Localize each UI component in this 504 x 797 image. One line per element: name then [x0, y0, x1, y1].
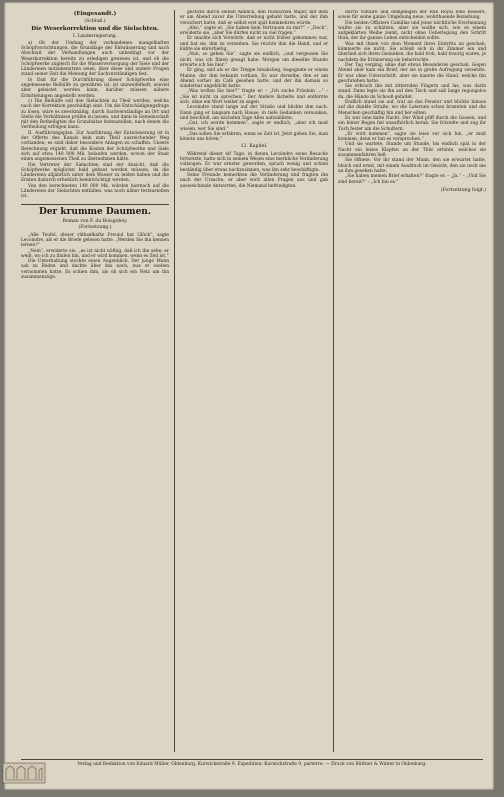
- feuilleton-continuation: (Fortsetzung.): [78, 225, 112, 231]
- story-paragraph: „Also,“ sagte er, „Sie haben kein Vertrauen zu mir?“ – „Doch“, erwiderte sie, „aber Sie dürfen nicht zu viel fragen.“: [180, 25, 328, 37]
- story-paragraph: „Was wollen Sie hier?“ fragte er. – „Ich suche Fräulein ...“ – „Sie ist nicht zu sprechen.“ Der Andere lächelte und entfernte sich, ohne ein Wort weiter zu sagen.: [180, 89, 328, 106]
- story-paragraph: „Sie haben meinen Brief erhalten?“ fragte er. – „Ja.“ – „Und Sie sind bereit?“ – „Ich bin es.“: [338, 174, 486, 185]
- story-paragraph: „Das sollen Sie erfahren, wenn es Zeit ist. Jetzt gehen Sie, man könnte uns hören.“: [180, 131, 328, 143]
- story-paragraph: „Gut, ich werde kommen“, sagte er endlich, „aber ich muß wissen, wer Sie sind.“: [180, 121, 328, 132]
- chapter-heading: 12. Kapitel.: [240, 144, 268, 150]
- feuilleton-paragraph: „Nein“, erwiderte sie, „es ist nicht nöthig, daß ich ihn sehe; er weiß, wo ich zu finden bin, und er wird kommen, wenn es Zeit ist.“: [21, 248, 169, 259]
- story-paragraph: durch Voltaire und demjenigen der Rue Royal eine bessere, sowie für seine ganze Umgebung neue, wohlthuende Beziehung.: [338, 10, 486, 21]
- story-paragraph: Er machte sich Vorwürfe, daß er nicht früher gekommen war, und bat sie, ihm zu verzeihen. Sie reichte ihm die Hand, und er küßte sie ehrerbietig.: [180, 36, 328, 53]
- story-paragraph: Während dieser elf Tage, in denen Lecoindre seine Besuche fortsetzte, hatte sich in seinem Wesen eine merkliche Veränderung vollzogen. Er war ernster geworden, sprach wenig und schien beständig über etwas nachzusinnen, was ihn sehr beschäftigte.: [180, 151, 328, 173]
- story-paragraph: Es war eine kalte Nacht. Der Wind pfiff durch die Gassen, und ein feiner Regen fiel unaufhörlich herab. Sie fröstelte und zog ihr Tuch fester um die Schultern.: [338, 115, 486, 132]
- article-paragraph: II. Ausführungsplan. Zur Ausführung der Entwässerung ist in der Offerte des Kanals kein zum Theil ausreichender Weg vorhanden; es sind daher besondere Anlagen zu schaffen. Unsere Berechnung ergiebt, daß die Kosten der Schöpfwerke und Siele sich auf etwa 140 000 Mk. belaufen werden, wovon der Staat einen angemessenen Theil zu übernehmen hätte.: [21, 130, 169, 163]
- column-rule: [174, 10, 175, 752]
- newspaper-page: [4, 2, 494, 790]
- column-3: [338, 10, 486, 752]
- continuation-note: (Fortsetzung folgt.): [440, 187, 486, 193]
- story-paragraph: Der Tag verging, ohne daß etwas Besonderes geschah. Gegen Abend aber kam ein Brief, der sie in große Aufregung versetzte. Er war ohne Unterschrift, aber sie kannte die Hand, welche ihn geschrieben hatte.: [338, 62, 486, 84]
- column-1: [21, 10, 169, 752]
- article-paragraph: Von den berechneten 140 000 Mk. würden hiernach auf die Ländereien der Sielachten entfallen, was noch näher festzustellen ist.: [21, 183, 169, 200]
- feuilleton-title: Der krumme Daumen.: [21, 204, 169, 218]
- article-paragraph: c) Die Beihülfe soll den Sielachten zu Theil werden, welche nach der Korrektion geschädigt sind. Um die Entschädigungsfrage zu lösen, wäre es zweckmäßig, durch Sachverständige an Ort und Stelle die Verhältnisse prüfen zu lassen, und dann in Gemeinschaft mit den Betheiligten die Grundsätze festzustellen, nach denen die Vertheilung erfolgen kann.: [21, 98, 169, 131]
- story-paragraph: Er ging, und als er die Treppe hinabstieg, begegnete er einem Manne, der ihm bekannt vorkam. Es war derselbe, den er am Abend vorher im Café gesehen hatte, und der ihn damals so sonderbar angeblickt hatte.: [180, 68, 328, 90]
- article-continued-note: (Schluß.): [84, 18, 106, 24]
- feuilleton-paragraph: „Alle Teufel, dieser räthselhafte Freund hat Glück“, sagte Lecoindre, als er die Briefe gelesen hatte. „Werden Sie ihn kennen lernen?“: [21, 232, 169, 249]
- article-title: Die Weserkorrektion und die Sielachten.: [31, 25, 159, 32]
- library-stamp-icon: [2, 762, 46, 784]
- article-section: I. Landesregierung.: [72, 34, 118, 40]
- story-paragraph: Seine Freunde bemerkten die Veränderung und fragten ihn nach der Ursache; er aber wich allen Fragen aus und gab ausweichende Antworten, die Niemand befriedigten.: [180, 172, 328, 189]
- article-paragraph: b) Daß für die Durchführung dieser Schöpfwerke eine angemessene Beihülfe zu gewähren ist, ist unzweifelhaft; wieviel aber geleistet werden kann, darüber müssen nähere Ermittelungen angestellt werden.: [21, 77, 169, 99]
- story-paragraph: Sie öffnete. Vor ihr stand der Mann, den sie erwartet hatte, bleich und ernst, mit einem Ausdruck im Gesicht, den sie noch nie an ihm gesehen hatte.: [338, 158, 486, 174]
- story-paragraph: Die beiden Offiziere Camillas und jener nächtliche Erscheinung wußte sie zu schätzen, aber sie wollte sich, wie es einem aufgeklärten Weibe ziemt, nicht ohne Ueberlegung den Schritt thun, der ihr ganzes Leben entscheiden sollte.: [338, 20, 486, 42]
- article-paragraph: Die Vertreter der Sielachten sind der Ansicht, daß die Schöpfwerke möglichst bald gebaut werden müssen, da die Ländereien alljährlich unter dem Wasser zu leiden haben und die Ernten dadurch erheblich beeinträchtigt werden.: [21, 162, 169, 184]
- imprint-footer: Verlag und Redaktion von Eduard Müller, Oldenburg, Kurwickstraße 9. Expedition: Kurwickstraße 9, parterre. — Druck von Büttner & Winter in Oldenburg.: [21, 759, 483, 768]
- story-paragraph: Endlich stand sie auf, trat an das Fenster und blickte hinaus auf die dunkle Straße, wo die Laternen schon brannten und die Menschen geschäftig hin und her eilten.: [338, 100, 486, 116]
- story-paragraph: Und sie wartete, Stunde um Stunde, bis endlich spät in der Nacht ein leises Klopfen an der Thür ertönte, welches sie zusammenfahren ließ.: [338, 142, 486, 159]
- column-2: [180, 10, 328, 752]
- feuilleton-paragraph: Die Unterhaltung stockte einen Augenblick. Der junge Mann sah zu Boden und dachte über das nach, was er soeben vernommen hatte. Es schien ihm, als ob sich ein Netz um ihn zusammenzöge.: [21, 259, 169, 281]
- story-paragraph: „Nun, so gehen Sie“, sagte sie endlich, „und vergessen Sie nicht, was ich Ihnen gesagt habe. Morgen um dieselbe Stunde erwarte ich Sie hier.“: [180, 52, 328, 68]
- story-paragraph: Sie erbrach ihn mit zitternden Fingern und las, was darin stand. Dann legte sie ihn auf den Tisch und saß lange regungslos da, die Hände im Schooß gefaltet.: [338, 84, 486, 100]
- article-paragraph: a) Ob der Umfang der vorhandenen mangelhaften Schöpfvorrichtungen, die Grundlage der Entwässerung und nach Abschluß der Verhandlungen auch unbedingt vor der Weserkorrektion bereits zu erledigen gewesen ist, und ob die Schöpfwerke zugleich für die Wasserversorgung der Siele und der Ländereien mitzubenutzen seien, über diese und andere Fragen stand seiner Zeit die Meinung der Sachverständigen fest.: [21, 40, 169, 78]
- story-paragraph: „Er wird kommen“, sagte sie leise vor sich hin, „er muß kommen, denn er hat es versprochen.“: [338, 131, 486, 143]
- story-paragraph: gestickt durch seinen Anblick, den russischen Major, mit dem er am Abend zuvor die Unterredung gehabt hatte, und der ihm versichert hatte, daß er selbst erst spät heimkehren würde.: [180, 10, 328, 26]
- story-paragraph: Was mit ihnen von dem Moment ihres Eintritts an geschah, kümmerte sie nicht. Sie schloß sich in ihr Zimmer ein und überließ sich ihren Gedanken, die bald froh, bald traurig waren, je nachdem die Erinnerung sie beherrschte.: [338, 41, 486, 63]
- column-rule: [333, 10, 334, 752]
- article-kicker: (Eingesandt.): [73, 11, 117, 17]
- story-paragraph: Lecoindre stand lange auf der Straße und blickte ihm nach. Dann ging er langsam nach Hause, in tiefe Gedanken versunken, und beschloß, am nächsten Tage Alles aufzuklären.: [180, 105, 328, 121]
- feuilleton-byline: Roman von F. du Boisgobey.: [62, 218, 128, 224]
